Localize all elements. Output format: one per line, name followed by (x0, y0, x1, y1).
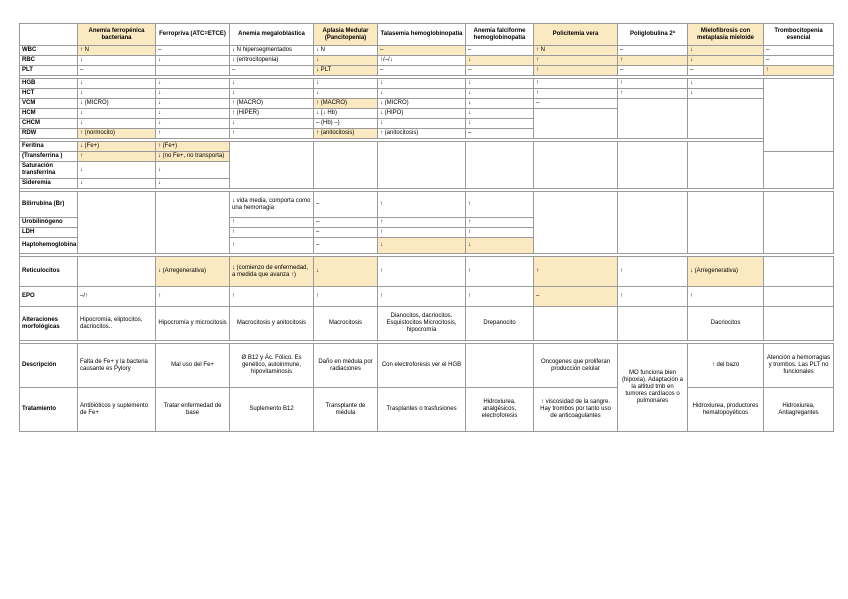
cell: ↓ (78, 162, 156, 179)
cell: ↑ (618, 257, 688, 287)
cell: ↓ (78, 89, 156, 99)
cell: Macrocitosis y anitocitosis (230, 307, 314, 341)
cell: ↑ (534, 56, 618, 66)
cell: ↑ (MACRO) (230, 99, 314, 109)
cell: – (230, 66, 314, 76)
header-poliglobulina: Poliglobulina 2ª (618, 24, 688, 46)
cell: ↑ (618, 89, 688, 99)
cell: ↓ (78, 179, 156, 189)
cell: Dacriocitos (688, 307, 764, 341)
header-policitemia: Policitemia vera (534, 24, 618, 46)
cell: ↑ (230, 238, 314, 254)
cell: – (466, 46, 534, 56)
cell: ↑ (378, 218, 466, 228)
cell: Trasplantes o trasfusiones (378, 388, 466, 432)
row-label: (Transferrina ) (20, 152, 78, 162)
cell: ↓ vida media, comporta como una hemorragia (230, 192, 314, 218)
empty-block (618, 99, 688, 139)
row-wbc (20, 46, 834, 56)
row-epo (20, 287, 834, 307)
cell: Hidroxiurea, Antiagregantes (764, 388, 834, 432)
cell: ↓ (eritrocitopenia) (230, 56, 314, 66)
cell: Transplante de médula (314, 388, 378, 432)
cell: ↓ (378, 89, 466, 99)
cell: – (466, 129, 534, 139)
cell: Macrocitosis (314, 307, 378, 341)
cell: ↑ viscosidad de la sangre. Hay trombos por tanto uso de anticoagulantes (534, 388, 618, 432)
row-label: HGB (20, 79, 78, 89)
empty-block (688, 142, 764, 189)
cell: ↑ (378, 287, 466, 307)
row-label: Descripción (20, 344, 78, 388)
row-label: Urobilinógeno (20, 218, 78, 228)
cell: ↑ (466, 192, 534, 218)
cell: – (534, 99, 618, 109)
cell: ↓ (156, 119, 230, 129)
cell: Suplemento B12 (230, 388, 314, 432)
cell: ↑ (normocito) (78, 129, 156, 139)
header-talasemia: Talasemia hemoglobinopatía (378, 24, 466, 46)
empty-block (688, 192, 764, 254)
cell: ↓ (466, 79, 534, 89)
cell: ↑ (466, 287, 534, 307)
row-hct (20, 89, 834, 99)
cell: ↑ (466, 228, 534, 238)
row-label: Feritina (20, 142, 78, 152)
cell: – (618, 46, 688, 56)
empty-block (314, 142, 378, 189)
cell: ↓ (Arregenerativa) (688, 257, 764, 287)
cell: ↑ (MACRO) (314, 99, 378, 109)
row-label: Bilirrubina (Br) (20, 192, 78, 218)
header-aplasia: Aplasia Medular (Pancitopenia) (314, 24, 378, 46)
cell: ↑ (618, 287, 688, 307)
cell: ↑ (534, 79, 618, 89)
cell: ↓ (466, 238, 534, 254)
comparison-table-sheet (19, 23, 833, 432)
empty-block (764, 192, 834, 254)
cell: ↑ (688, 287, 764, 307)
row-label: LDH (20, 228, 78, 238)
cell: Falta de Fe+ y la bacteria causante es Pylory (78, 344, 156, 388)
header-mielofibrosis: Mielofibrosis con metaplasia mieloide (688, 24, 764, 46)
cell: – (314, 238, 378, 254)
cell: ↑ (78, 152, 156, 162)
cell: ↑ (618, 79, 688, 89)
cell: Daño en médula por radiaciones (314, 344, 378, 388)
empty-block (378, 142, 466, 189)
cell: – (764, 56, 834, 66)
cell: ↑ (378, 192, 466, 218)
row-label: Saturación transferrina (20, 162, 78, 179)
cell: ↓ (466, 109, 534, 119)
empty-block (688, 99, 764, 139)
cell: ↑ (156, 287, 230, 307)
cell: ↓ (comienzo de enfermedad, a medida que avanza ↑) (230, 257, 314, 287)
cell: – (378, 46, 466, 56)
row-label: Tratamiento (20, 388, 78, 432)
header-trombocitopenia: Trombocitopenia esencial (764, 24, 834, 46)
empty-block (156, 192, 230, 254)
cell: ↓ N hipersegmentados (230, 46, 314, 56)
cell (618, 307, 688, 341)
empty-block (534, 192, 618, 254)
row-label: RBC (20, 56, 78, 66)
cell: ↓ PLT (314, 66, 378, 76)
cell: ↓ (HIPO) (378, 109, 466, 119)
empty-block (534, 142, 618, 189)
cell: ↓ (78, 119, 156, 129)
row-label: HCT (20, 89, 78, 99)
cell: ↓ (314, 257, 378, 287)
cell: Ø B12 y Ác. Fólico. Es genético, autoinmune, hipovitaminosis (230, 344, 314, 388)
anemia-comparison-table (19, 23, 834, 432)
empty-block (618, 142, 688, 189)
cell: ↓ (MICRO) (378, 99, 466, 109)
cell: MO funciona bien (hipoxia). Adaptación a la altitud tmb en tumores cardíacos o pulmonares (618, 344, 688, 432)
cell: – (378, 66, 466, 76)
cell: ↓ (78, 56, 156, 66)
row-vcm (20, 99, 834, 109)
cell: ↑ (618, 56, 688, 66)
cell: ↓ (156, 162, 230, 179)
cell: ↓ (314, 89, 378, 99)
cell: ↓ (156, 79, 230, 89)
empty-block (466, 142, 534, 189)
empty-block (764, 79, 834, 152)
cell: Hipocromía, eliptocitos, dacriocitos.. (78, 307, 156, 341)
cell: – (78, 66, 156, 76)
cell: ↑ (Fe+) (156, 142, 230, 152)
row-reticulocitos (20, 257, 834, 287)
cell: ↓ (688, 46, 764, 56)
cell: ↑ (anitocitosis) (378, 129, 466, 139)
cell: Antibióticos y suplemento de Fe+ (78, 388, 156, 432)
cell (534, 307, 618, 341)
header-ferropriva: Ferropriva (ATC=ETCE) (156, 24, 230, 46)
cell: Atención a hemorragias y trombos. Las PLT no funcionales (764, 344, 834, 388)
cell: Hidroxiurea, analgésicos, electroforesis (466, 388, 534, 432)
empty-block (230, 142, 314, 189)
cell: – (618, 66, 688, 76)
cell: ↓ (314, 79, 378, 89)
cell: ↓ (MICRO) (78, 99, 156, 109)
cell: ↓ (314, 56, 378, 66)
row-label: VCM (20, 99, 78, 109)
row-label: Alteraciones morfológicas (20, 307, 78, 341)
cell: ↑ (anitocitosis) (314, 129, 378, 139)
row-label: HCM (20, 109, 78, 119)
cell: Hidroxiurea, productores hematopoyéticos (688, 388, 764, 432)
cell: Con electroforesis ver el HGB (378, 344, 466, 388)
cell: ↑ N (78, 46, 156, 56)
cell: ↑ (230, 287, 314, 307)
cell: – (314, 192, 378, 218)
header-corner (20, 24, 78, 46)
row-label: CHCM (20, 119, 78, 129)
cell: ↓ (Fe+) (78, 142, 156, 152)
cell: ↑ (230, 228, 314, 238)
row-rbc (20, 56, 834, 66)
row-plt (20, 66, 834, 76)
cell: ↑ (764, 66, 834, 76)
cell: ↑ (230, 129, 314, 139)
cell: ↓ (↓ Hb) (314, 109, 378, 119)
cell: ↑ del bazo (688, 344, 764, 388)
cell: ↓ (156, 89, 230, 99)
cell: ↓ (156, 109, 230, 119)
cell: ↓ N (314, 46, 378, 56)
empty-block (78, 192, 156, 254)
cell: ↓ (688, 79, 764, 89)
cell: ↓ (230, 89, 314, 99)
row-hgb (20, 79, 834, 89)
empty-block (534, 109, 618, 139)
cell: ↓ (156, 99, 230, 109)
cell: ↓ (378, 119, 466, 129)
cell: ↓ (466, 89, 534, 99)
cell: ↑ (378, 228, 466, 238)
cell: ↑ (534, 89, 618, 99)
row-alteraciones (20, 307, 834, 341)
empty-block (618, 192, 688, 254)
cell: – (466, 66, 534, 76)
row-label: Reticulocitos (20, 257, 78, 287)
cell: ↑ (378, 257, 466, 287)
cell: ↑/–/↓ (378, 56, 466, 66)
row-label: PLT (20, 66, 78, 76)
cell: – (156, 46, 230, 56)
cell: ↓ (156, 56, 230, 66)
row-feritina (20, 142, 834, 152)
cell: ↓ (156, 179, 230, 189)
cell: Hipocromía y microcitosis (156, 307, 230, 341)
row-label: Sideremia (20, 179, 78, 189)
cell: ↑ (230, 218, 314, 228)
cell: ↓ (466, 99, 534, 109)
cell: ↑ (466, 257, 534, 287)
cell: ↑ N (534, 46, 618, 56)
cell: ↓ (688, 56, 764, 66)
cell: ↓ (230, 119, 314, 129)
cell: ↓ (378, 79, 466, 89)
cell: – (534, 287, 618, 307)
cell: ↓ (no Fe+, no transporta) (156, 152, 230, 162)
cell: – (314, 228, 378, 238)
cell: ↑ (534, 66, 618, 76)
cell: ↑ (314, 287, 378, 307)
cell: ↑ (156, 129, 230, 139)
cell: Mal uso del Fe+ (156, 344, 230, 388)
cell: ↓ (78, 109, 156, 119)
row-descripcion (20, 344, 834, 388)
cell: – (Hb) –) (314, 119, 378, 129)
cell: –/↑ (78, 287, 156, 307)
cell: Oncogenes que proliferan producción celular (534, 344, 618, 388)
row-label: EPO (20, 287, 78, 307)
cell (764, 307, 834, 341)
row-label: RDW (20, 129, 78, 139)
cell: ↑ (466, 218, 534, 228)
cell: ↓ (688, 89, 764, 99)
row-label: WBC (20, 46, 78, 56)
header-row (20, 24, 834, 46)
header-megaloblastica: Anemia megaloblástica (230, 24, 314, 46)
header-anemia-ferropenica: Anemia ferropénica bacteriana (78, 24, 156, 46)
cell: Dianocitos, dacriocitos. Esquistocitos Microcitosis, hipocromía (378, 307, 466, 341)
cell (764, 257, 834, 287)
cell: ↓ (Arregenerativa) (156, 257, 230, 287)
cell: ↓ (230, 79, 314, 89)
cell: Tratar enfermedad de base (156, 388, 230, 432)
cell (78, 257, 156, 287)
cell: ↓ (466, 56, 534, 66)
cell: – (314, 218, 378, 228)
cell (764, 287, 834, 307)
cell (466, 344, 534, 388)
cell: – (764, 46, 834, 56)
row-label: Haptohemoglobina (20, 238, 78, 254)
cell: ↓ (378, 238, 466, 254)
row-tratamiento (20, 388, 834, 432)
cell: ↑ (HIPER) (230, 109, 314, 119)
cell: Drepanocito (466, 307, 534, 341)
cell: – (688, 66, 764, 76)
cell: ↓ (466, 119, 534, 129)
cell: ↓ (78, 79, 156, 89)
cell (156, 66, 230, 76)
row-bilirrubina (20, 192, 834, 218)
cell: ↑ (534, 257, 618, 287)
header-falciforme: Anemia falciforme hemoglobinopatía (466, 24, 534, 46)
